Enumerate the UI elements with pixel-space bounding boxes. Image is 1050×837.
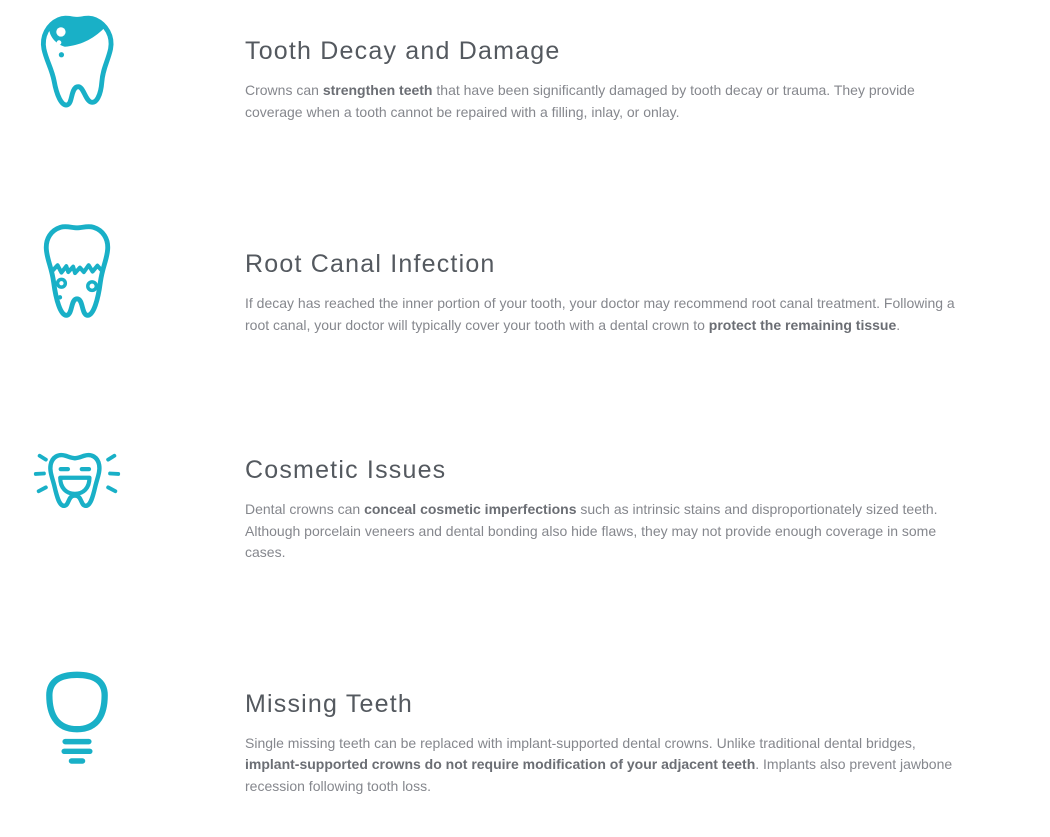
reason-row-cosmetic xyxy=(0,445,1050,564)
text-column xyxy=(245,667,969,798)
icon-column xyxy=(0,10,154,119)
reason-description: Single missing teeth can be replaced with implant-supported dental crowns. Unlike traditional dental bridges, implant-supported crowns do not require modification of your adjacent teeth. Implants also prevent jawbone recession following tooth loss. xyxy=(245,734,953,794)
dental-implant-icon xyxy=(44,667,110,768)
reason-row-missing-teeth xyxy=(0,667,1050,798)
reason-row-tooth-decay xyxy=(0,10,1050,123)
reason-description: Crowns can strengthen teeth that have been significantly damaged by tooth decay or trauma. They provide coverage when a tooth cannot be repaired with a filling, inlay, or onlay. xyxy=(245,82,915,120)
reason-description: Dental crowns can conceal cosmetic imperfections such as intrinsic stains and disproportionately sized teeth. Although porcelain veneers and dental bonding also hide flaws, they may not provide enough coverage in some cases. xyxy=(245,501,938,560)
icon-column xyxy=(0,218,154,326)
reason-title: Cosmetic Issues xyxy=(245,456,447,484)
root-canal-tooth-icon xyxy=(41,218,113,326)
text-column xyxy=(245,218,969,336)
reason-description: If decay has reached the inner portion of your tooth, your doctor may recommend root canal treatment. Following a root canal, your doctor will typically cover your tooth with a dental crown to protect the remaining tissue. xyxy=(245,295,955,333)
icon-column xyxy=(0,667,154,768)
reason-title: Missing Teeth xyxy=(245,689,413,718)
reason-row-root-canal xyxy=(0,218,1050,336)
reason-title: Tooth Decay and Damage xyxy=(245,37,561,65)
reason-title: Root Canal Infection xyxy=(245,250,496,278)
icon-column xyxy=(0,445,154,521)
text-column xyxy=(245,445,969,564)
text-column xyxy=(245,10,969,123)
decayed-tooth-icon xyxy=(37,10,117,119)
happy-tooth-icon xyxy=(31,445,123,521)
